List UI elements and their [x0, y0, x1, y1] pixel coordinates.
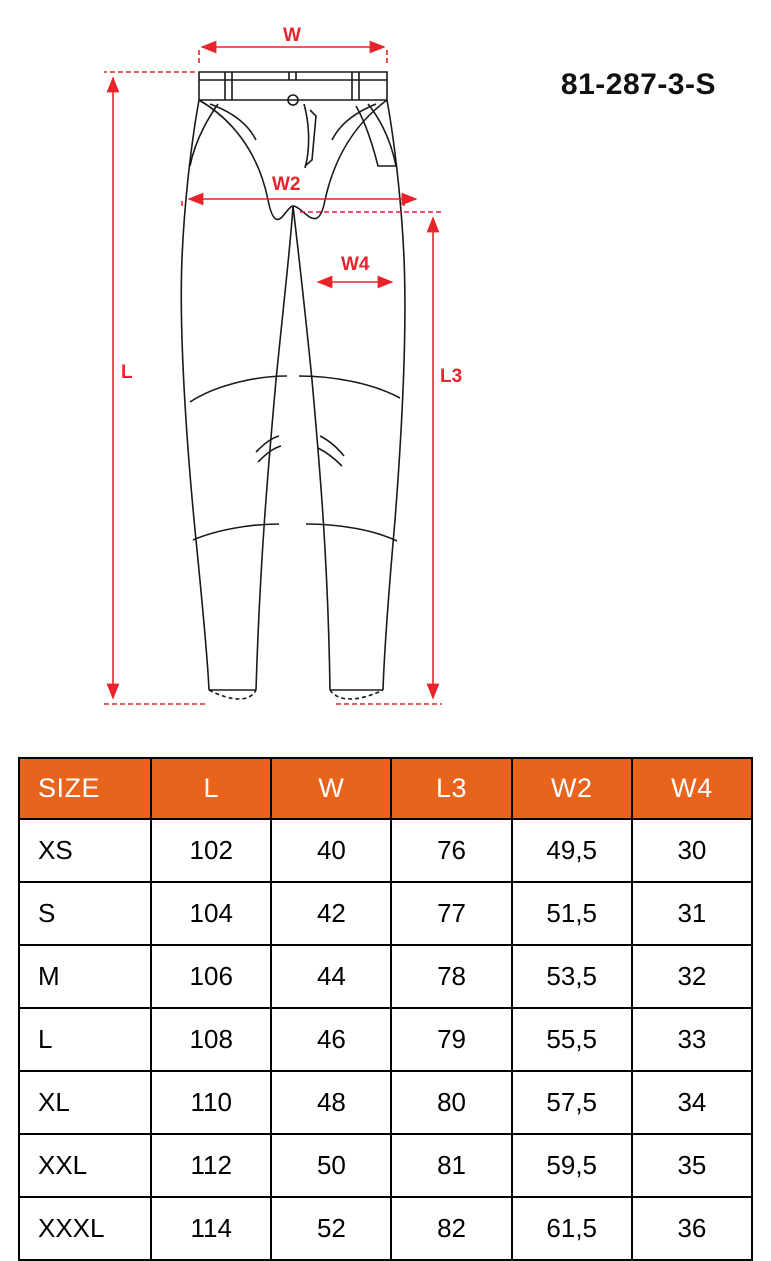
- table-row: [19, 882, 752, 945]
- cell-w: 40: [271, 819, 391, 882]
- cell-w4: 32: [632, 945, 752, 1008]
- cell-w4: 35: [632, 1134, 752, 1197]
- cell-size: L: [19, 1008, 151, 1071]
- size-table-container: [18, 757, 753, 1261]
- dimension-label-w: W: [283, 25, 301, 46]
- cell-l: 104: [151, 882, 271, 945]
- cell-l: 110: [151, 1071, 271, 1134]
- cell-l3: 77: [391, 882, 511, 945]
- cell-w2: 53,5: [512, 945, 632, 1008]
- table-row: [19, 819, 752, 882]
- cell-size: XXL: [19, 1134, 151, 1197]
- size-table: [18, 757, 753, 1261]
- table-header-w: W: [271, 758, 391, 819]
- table-header-l3: L3: [391, 758, 511, 819]
- table-row: [19, 945, 752, 1008]
- cell-w2: 55,5: [512, 1008, 632, 1071]
- cell-w4: 36: [632, 1197, 752, 1260]
- cell-w4: 31: [632, 882, 752, 945]
- cell-w2: 57,5: [512, 1071, 632, 1134]
- table-header-w2: W2: [512, 758, 632, 819]
- cell-l: 102: [151, 819, 271, 882]
- cell-size: XL: [19, 1071, 151, 1134]
- table-header-w4: W4: [632, 758, 752, 819]
- cell-w2: 59,5: [512, 1134, 632, 1197]
- cell-size: XXXL: [19, 1197, 151, 1260]
- dimension-label-w2: W2: [272, 174, 301, 195]
- cell-w4: 30: [632, 819, 752, 882]
- cell-l: 106: [151, 945, 271, 1008]
- cell-size: S: [19, 882, 151, 945]
- cell-l3: 79: [391, 1008, 511, 1071]
- dimension-label-l3: L3: [440, 366, 463, 387]
- cell-w4: 33: [632, 1008, 752, 1071]
- cell-w: 50: [271, 1134, 391, 1197]
- cell-l: 112: [151, 1134, 271, 1197]
- cell-size: M: [19, 945, 151, 1008]
- cell-l3: 81: [391, 1134, 511, 1197]
- cell-size: XS: [19, 819, 151, 882]
- cell-w: 42: [271, 882, 391, 945]
- dimension-label-w4: W4: [341, 254, 370, 275]
- cell-l: 108: [151, 1008, 271, 1071]
- cell-w2: 51,5: [512, 882, 632, 945]
- cell-l3: 82: [391, 1197, 511, 1260]
- table-row: [19, 1008, 752, 1071]
- cell-l3: 76: [391, 819, 511, 882]
- table-row: [19, 1197, 752, 1260]
- cell-l: 114: [151, 1197, 271, 1260]
- cell-w2: 61,5: [512, 1197, 632, 1260]
- cell-w: 52: [271, 1197, 391, 1260]
- table-row: [19, 1071, 752, 1134]
- table-row: [19, 1134, 752, 1197]
- dimension-label-l: L: [121, 362, 133, 383]
- product-code: 81-287-3-S: [560, 68, 716, 101]
- cell-w4: 34: [632, 1071, 752, 1134]
- cell-l3: 78: [391, 945, 511, 1008]
- table-header-row: [19, 758, 752, 819]
- cell-w: 48: [271, 1071, 391, 1134]
- cell-w2: 49,5: [512, 819, 632, 882]
- cell-w: 46: [271, 1008, 391, 1071]
- table-header-size: SIZE: [19, 758, 151, 819]
- cell-l3: 80: [391, 1071, 511, 1134]
- cell-w: 44: [271, 945, 391, 1008]
- garment-outline: [181, 72, 405, 699]
- table-header-l: L: [151, 758, 271, 819]
